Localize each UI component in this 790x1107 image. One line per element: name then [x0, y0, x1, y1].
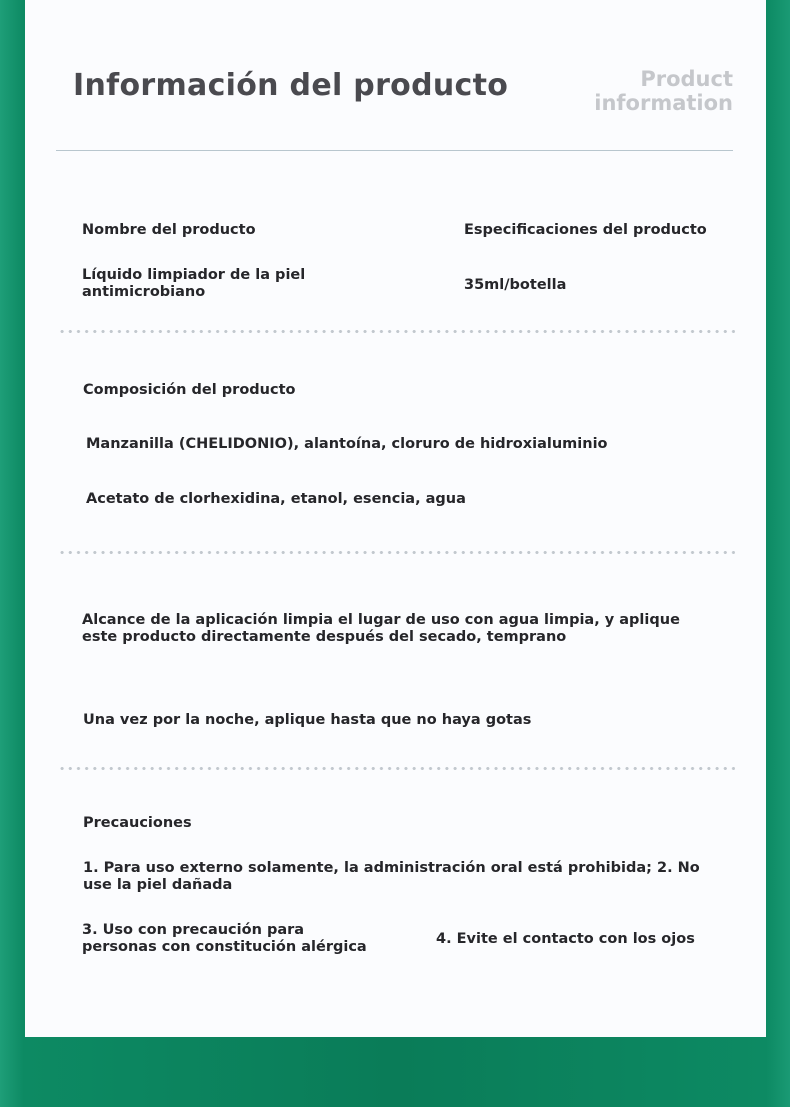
subtitle-line-2: information	[594, 91, 733, 115]
page-subtitle	[533, 67, 733, 115]
page-title: Información del producto	[73, 68, 509, 103]
dotted-divider-1	[58, 329, 735, 334]
usage-line-1: Alcance de la aplicación limpia el lugar de uso con agua limpia, y aplique este producto directamente después del secado, temprano	[82, 612, 680, 645]
product-name-label: Nombre del producto	[82, 222, 256, 238]
usage-line-2: Una vez por la noche, aplique hasta que no haya gotas	[83, 712, 532, 728]
composition-line-1: Manzanilla (CHELIDONIO), alantoína, cloruro de hidroxialuminio	[86, 436, 608, 452]
composition-line-2: Acetato de clorhexidina, etanol, esencia, agua	[86, 491, 466, 507]
precaution-item-3: 3. Uso con precaución para personas con constitución alérgica	[82, 922, 367, 955]
precaution-item-1-2: 1. Para uso externo solamente, la administración oral está prohibida; 2. No use la piel dañada	[83, 860, 700, 893]
product-name-value: Líquido limpiador de la piel antimicrobiano	[82, 267, 306, 300]
precautions-label: Precauciones	[83, 815, 192, 831]
product-info-card	[25, 0, 766, 1037]
header-divider	[56, 150, 733, 151]
subtitle-line-1: Product	[640, 67, 733, 91]
composition-label: Composición del producto	[83, 382, 296, 398]
dotted-divider-3	[58, 766, 735, 771]
product-spec-label: Especificaciones del producto	[464, 222, 707, 238]
precaution-item-4: 4. Evite el contacto con los ojos	[436, 931, 695, 947]
product-spec-value: 35ml/botella	[464, 277, 567, 293]
dotted-divider-2	[58, 550, 735, 555]
